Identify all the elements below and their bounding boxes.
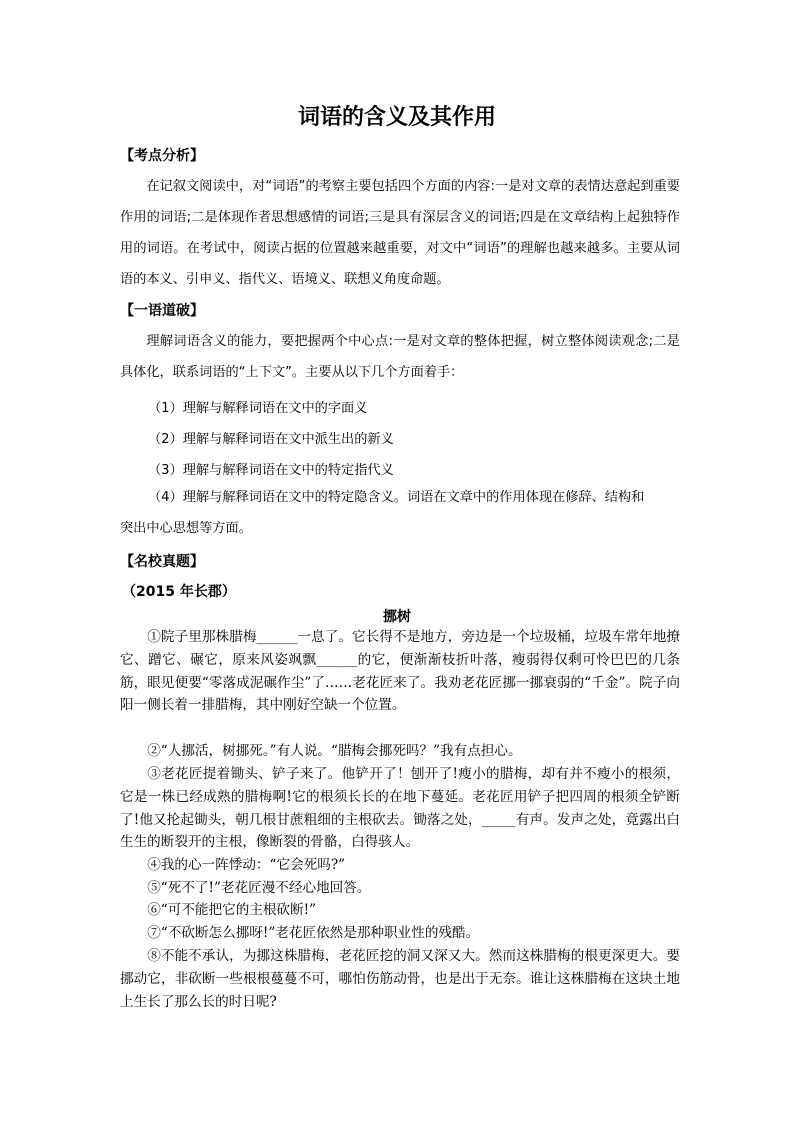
source-label: （2015 年长郡） (122, 584, 236, 600)
list-item: （1）理解与解释词语在文中的字面义 (148, 401, 368, 416)
story-paragraph-1: ①院子里那株腊梅______一息了。它长得不是地方，旁边是一个垃圾桶，垃圾车常年地撩它、蹭它、碾它，原来风姿飒飘______的它，便渐渐枝折叶落，瘦弱得仅剩可怜巴巴的几条筋，眼见便要“零落成泥碾作尘”了……老花匠来了。我劝老花匠挪一挪衰弱的“千金”。院子向阳一侧长着一排腊梅，其中刚好空缺一个位置。 (120, 629, 680, 714)
story-paragraph-8: ⑧不能不承认，为挪这株腊梅，老花匠挖的洞又深又大。然而这株腊梅的根更深更大。要挪动它，非砍断一些根根蔓蔓不可，哪怕伤筋动骨，也是出于无奈。谁让这株腊梅在这块土地上生长了那么长的时日呢? (120, 948, 680, 1010)
story-title: 挪树 (383, 609, 411, 625)
section-heading-analysis: 【考点分析】 (120, 148, 204, 164)
story-paragraph-7: ⑦“不砍断怎么挪呀!”老花匠依然是那种职业性的残酷。 (147, 925, 480, 941)
list-item-4-line2: 突出中心思想等方面。 (120, 521, 252, 536)
list-item-4 (120, 482, 680, 544)
page-title: 词语的含义及其作用 (297, 104, 496, 130)
list-item: （3）理解与解释词语在文中的特定指代义 (148, 463, 394, 478)
analysis-paragraph: 在记叙文阅读中，对“词语”的考察主要包括四个方面的内容:一是对文章的表情达意起到重要作用的词语;二是体现作者思想感情的词语;三是具有深层含义的词语;四是在文章结构上起独特作用的词语。在考试中，阅读占据的位置越来越重要，对文中“词语”的理解也越来越多。主要从词语的本义、引申义、指代义、语境义、联想义角度命题。 (120, 179, 680, 287)
story-paragraph-4: ④我的心一阵悸动：“它会死吗?” (147, 857, 346, 873)
list-item: （2）理解与解释词语在文中派生出的新义 (148, 432, 394, 447)
story-paragraph-5: ⑤“死不了!”老花匠漫不经心地回答。 (147, 880, 371, 896)
story-paragraph-2: ②“人挪活，树挪死。”有人说。“腊梅会挪死吗？”我有点担心。 (147, 743, 522, 759)
section-heading-summary: 【一语道破】 (120, 303, 204, 319)
story-paragraph-3: ③老花匠提着锄头、铲子来了。他铲开了！刨开了!瘦小的腊梅，却有并不瘦小的根须，它是一株已经成熟的腊梅啊!它的根须长长的在地下蔓延。老花匠用铲子把四周的根须全铲断了!他又抡起锄头，朝几根甘蔗粗细的主根砍去。锄落之处，_____有声。发声之处，竟露出白生生的断裂开的主根，像断裂的骨骼，白得骇人。 (120, 766, 680, 851)
section-heading-exam: 【名校真题】 (120, 554, 204, 570)
story-paragraph-6: ⑥“可不能把它的主根砍断!” (147, 902, 317, 918)
summary-paragraph: 理解词语含义的能力，要把握两个中心点:一是对文章的整体把握，树立整体阅读观念;二是具体化，联系词语的“上下文”。主要从以下几个方面着手： (120, 334, 680, 380)
list-item-4-line1: （4）理解与解释词语在文中的特定隐含义。词语在文章中的作用体现在修辞、结构和 (148, 490, 645, 505)
